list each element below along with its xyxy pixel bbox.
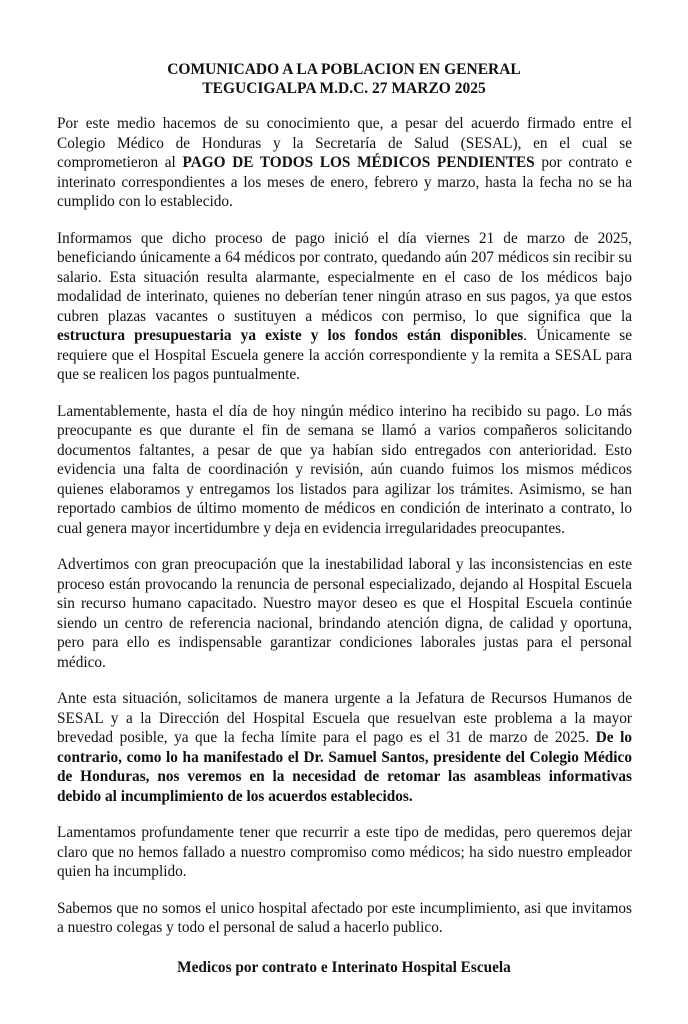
paragraph-5 [57,689,632,806]
paragraph-7: Sabemos que no somos el unico hospital afectado por este incumplimiento, asi que invitamos a nuestro colegas y todo el personal de salud a hacerlo publico. [57,899,632,936]
place-and-date: TEGUCIGALPA M.D.C. 27 MARZO 2025 [202,80,486,97]
paragraph-1 [57,114,632,212]
paragraph-3: Lamentablemente, hasta el día de hoy ningún médico interino ha recibido su pago. Lo más preocupante es que durante el fin de semana se llamó a varios compañeros solicitando documentos faltantes, a pesar de que ya habían sido entregados con anterioridad. Esto evidencia una falta de coordinación y revisión, aún cuando fuimos los mismos médicos quienes elaboramos y entregamos los listados para agilizar los trámites. Asimismo, se han reportado cambios de último momento de médicos en condición de interinato a contrato, lo cual genera mayor incertidumbre y deja en evidencia irregularidades preocupantes. [57,402,632,537]
paragraph-5-bold: De lo contrario, como lo ha manifestado el Dr. Samuel Santos, presidente del Colegio Médico de Honduras, nos veremos en la necesidad de retomar las asambleas informativas debido al incumplimiento de los acuerdos establecidos. [57,729,632,805]
header [0,60,688,98]
paragraph-1-text-c: por contrato e interinato correspondientes a los meses de enero, febrero y marzo, hasta la fecha no se ha cumplido con lo establecido. [57,154,632,210]
paragraph-2-bold: estructura presupuestaria ya existe y los fondos están disponibles [57,327,524,344]
document-title: COMUNICADO A LA POBLACION EN GENERAL [167,61,521,78]
paragraph-1-text-a: Por este medio hacemos de su conocimiento que, a pesar del acuerdo firmado entre el Colegio Médico de Honduras y la Secretaría de Salud (SESAL), en el cual se comprometieron al [57,115,632,171]
document-body [57,114,632,955]
signature: Medicos por contrato e Interinato Hospital Escuela [177,959,511,976]
paragraph-5-text-a: Ante esta situación, solicitamos de manera urgente a la Jefatura de Recursos Humanos de SESAL y a la Dirección del Hospital Escuela que resuelvan este problema a la mayor brevedad posible, ya que la fecha límite para el pago es el 31 de marzo de 2025. [57,690,632,746]
paragraph-1-bold: PAGO DE TODOS LOS MÉDICOS PENDIENTES [182,154,535,171]
paragraph-6: Lamentamos profundamente tener que recurrir a este tipo de medidas, pero queremos dejar claro que no hemos fallado a nuestro compromiso como médicos; ha sido nuestro empleador quien ha incumplido. [57,824,632,880]
paragraph-2-text-a: Informamos que dicho proceso de pago inició el día viernes 21 de marzo de 2025, beneficiando únicamente a 64 médicos por contrato, quedando aún 207 médicos sin recibir su salario. Esta situación resulta alarmante, especialmente en el caso de los médicos bajo modalidad de interinato, quienes no deberían tener ningún atraso en sus pagos, ya que estos cubren plazas vacantes o sustituyen a médicos con permiso, lo que significa que la [57,229,632,325]
paragraph-2-text-c: . Únicamente se requiere que el Hospital Escuela genere la acción correspondiente y la remita a SESAL para que se realicen los pagos puntualmente. [57,327,632,383]
paragraph-4: Advertimos con gran preocupación que la inestabilidad laboral y las inconsistencias en este proceso están provocando la renuncia de personal especializado, dejando al Hospital Escuela sin recurso humano capacitado. Nuestro mayor deseo es que el Hospital Escuela continúe siendo un centro de referencia nacional, brindando atención digna, de calidad y oportuna, pero para ello es indispensable garantizar condiciones laborales justas para el personal médico. [57,556,632,671]
paragraph-2 [57,229,632,385]
